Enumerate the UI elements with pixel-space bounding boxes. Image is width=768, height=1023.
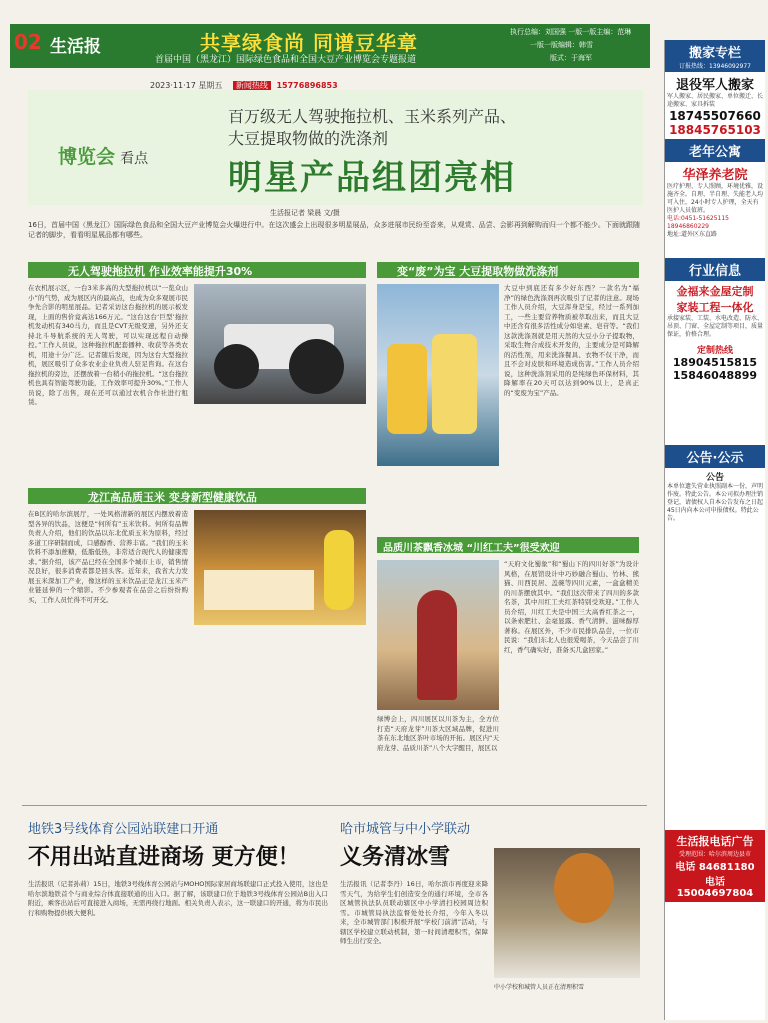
- article-detergent-under-photo: [377, 470, 499, 526]
- article-tea: “天府文化蜀象”和“蜀山下的四川好茶”为设计风格，在展馆设计中巧妙融合蜀山、竹林、熊猫、川西民居、盖碗等四川元素，一盒盒精美的川茶摆放其中。“我们这次带来了四川的多款名茶，其中川红工夫红茶特别受欢迎。”工作人员介绍，川红工夫是中国三大高香红茶之一，以条索肥壮、金毫显露、香气清鲜、滋味醇厚著称。在展区外，不少市民排队品尝，一位市民说：“我们东北人也很爱喝茶，今天品尝了川红，香气确实好，准备买几盒回家。”: [504, 560, 639, 654]
- ad-phone-box-phone-2: 电话 15004697804: [676, 877, 754, 899]
- page-number: 02: [14, 30, 42, 54]
- snow-tree: [554, 853, 614, 923]
- banner-industry: [665, 258, 765, 281]
- editor-line-1: 执行总编：刘国强 一版一版主编：范琳: [510, 28, 632, 36]
- header-line-1: 百万级无人驾驶拖拉机、玉米系列产品、: [228, 107, 517, 126]
- section-logo: 生活报: [50, 37, 101, 57]
- banner-elderly-title: 老年公寓: [688, 145, 741, 160]
- article-tea-photo-text: 绿博会上，四川展区以川茶为主，全方位打造“天府龙芽”川茶大区域品牌，促进川茶在东北地区茶叶市场的开拓。展区内“天府龙芽、品质川茶”八个大字醒目，展区以: [377, 715, 499, 752]
- ad-moving-phone-2: 18845765103: [669, 123, 761, 137]
- snow-caption: 中小学校和城管人员正在清理积雪: [494, 984, 585, 991]
- feature-lead: 16日，首届中国（黑龙江）国际绿色食品和全国大豆产业博览会火爆进行中。在这次盛会上出现很多明星展品，众多进展市民纷至沓来，从观赏、品尝、会影再到解购而归一个都不能少。下面就跟随记者的脚步，看看明星展品都有哪些。: [28, 221, 640, 239]
- corn-booth-sign: [204, 570, 314, 610]
- ad-moving-phone-1: 18745507660: [669, 109, 761, 123]
- feature-headline: 明星产品组团亮相: [228, 158, 516, 198]
- ad-moving-title: 退役军人搬家: [675, 78, 754, 93]
- ad-decor-title-2: 家装工程一体化: [676, 301, 754, 314]
- banner-moving-title: 搬家专栏: [688, 46, 741, 61]
- ad-phone-box-title: 生活报电话广告: [676, 835, 754, 848]
- tractor-wheel-left: [214, 344, 259, 389]
- banner-notices-title: 公告·公示: [686, 451, 744, 466]
- ad-phone-box-phone-1: 电话 84681180: [675, 862, 755, 873]
- banner-moving: [665, 40, 765, 72]
- section-title-tractor-text: 无人驾驶拖拉机 作业效率能提升30%: [68, 265, 253, 278]
- photo-detergent: [377, 284, 499, 466]
- feature-header: [28, 90, 643, 205]
- bottle-2: [432, 334, 477, 434]
- article-corn-cont: [194, 630, 366, 795]
- snow-headline: 义务清冰雪: [340, 845, 451, 870]
- ad-decor-phone-1: 18904515815: [672, 356, 758, 369]
- ad-moving: [665, 72, 765, 139]
- tea-presenter: [417, 590, 457, 700]
- corn-mascot: [324, 530, 354, 610]
- section-title-detergent-text: 变“废”为宝 大豆提取物做洗涤剂: [397, 265, 559, 278]
- banner-elderly: [665, 139, 765, 162]
- photo-tractor: [194, 284, 366, 404]
- metro-headline: 不用出站直进商场 更方便！: [28, 845, 300, 870]
- issue-date: 2023·11·17 星期五: [150, 81, 223, 90]
- ad-decor-phone-2: 15846048899: [672, 369, 758, 382]
- section-title-corn: [28, 488, 366, 504]
- article-tractor: 在农机展示区，一台3米多高的大型拖拉机以“一览众山小”的气势，成为展区内的最高点，也成为众多观展市民争先合影的明星展品。记者采访这台拖拉机的展示板发现，上面的售价竟高达166万元。“这台这台‘巨型’拖拉机发动机有340马力，而且是CVT无级变速，另外还支持北斗导航系统的无人驾驶，可以实现远程自动操控。”工作人员说，这种拖拉机配套播种、收获等各类农机，用途十分广泛。记者随后发现，因为这台大型拖拉机，展区吸引了众多农业企业负责人驻足咨询。在这台拖拉机的旁边，还摆放着一台稍小的拖拉机。“这台拖拉机也具有智能驾驶功能，工作效率可提升30%。”工作人员说，除了出售，现在还可以通过农机合作社进行租赁。: [28, 284, 188, 406]
- notice-text: 本单位遗失营业执照副本一份，声明作废。特此公告。本公司拟办理注销登记，请债权人自本公告发布之日起45日内向本公司申报债权。特此公告。: [667, 483, 764, 522]
- ad-elderly-title: 华泽养老院: [682, 168, 748, 183]
- bottle-1: [387, 344, 427, 434]
- tractor-wheel-right: [289, 339, 344, 394]
- notice-title: 公告: [705, 473, 724, 483]
- ad-phone-box-desc: 受理范围：哈尔滨周边县市: [678, 851, 751, 858]
- banner-industry-title: 行业信息: [688, 264, 741, 279]
- photo-snow: [494, 848, 640, 978]
- ad-phone-box: [665, 830, 765, 902]
- section-title-tea: [377, 537, 639, 553]
- editor-line-3: 版式：于海军: [550, 54, 592, 62]
- hotline-label: 新闻热线: [233, 81, 271, 90]
- ad-elderly: [665, 162, 765, 258]
- notices: [665, 468, 765, 830]
- masthead: [10, 24, 650, 68]
- ad-decor-phone-label: 定制热线: [696, 346, 733, 356]
- ad-decor-desc: 承接家装、工装、水电改造、防水、吊顶、门窗、全屋定制等项目，质量保证，价格合理。: [667, 315, 764, 338]
- photo-tea: [377, 560, 499, 710]
- banner-notices: [665, 445, 765, 468]
- photo-corn: [194, 510, 366, 625]
- divider-bottom: [22, 805, 647, 806]
- section-title-detergent: [377, 262, 639, 278]
- ad-moving-desc: 军人搬家、居民搬家、单位搬迁、长途搬家、家具拆装: [667, 93, 764, 108]
- ad-elderly-addr: 地址:道外区东直路: [667, 231, 718, 238]
- kicker-expo-2: 看点: [120, 151, 149, 167]
- snow-kicker: 哈市城管与中小学联动: [340, 822, 471, 837]
- ad-elderly-phone: 电话:0451-51625115 18946860229: [667, 215, 729, 230]
- editor-line-2: 一版一版编辑：韩雪: [530, 41, 593, 49]
- metro-article: 生活报讯（记者孙莉）15日，地铁3号线体育公园站与MOHO国际家居商场联建口正式投入使用，这也是哈尔滨地铁首个与商业综合体直接联通的出入口。据了解，该联建口位于地铁3号线体育公园站B出入口附近，乘客出站后可直接进入商场，无需再绕行地面。相关负责人表示，这一联建口的开通，将为市民出行和购物提供极大便利。: [28, 880, 328, 917]
- ad-decor-title-1: 金福来金屋定制: [676, 285, 754, 298]
- feature-byline: 生活报记者 梁晨 文/摄: [270, 209, 340, 217]
- hotline-number: 15776896853: [276, 81, 338, 90]
- subtitle: 首届中国（黑龙江）国际绿色食品和全国大豆产业博览会专题报道: [155, 55, 417, 65]
- ad-column: [664, 40, 765, 1020]
- ad-elderly-desc: 医疗护理、专人照顾，环境优雅，设施齐全。自理、半自理、失能老人均可入住，24小时专人护理，全天有医护人员值班。: [667, 183, 764, 214]
- kicker-expo: [58, 142, 148, 169]
- ad-decor: [665, 281, 765, 445]
- header-line-2: 大豆提取物做的洗涤剂: [228, 129, 389, 148]
- kicker-expo-1: 博览会: [58, 146, 116, 168]
- section-title-tractor: [28, 262, 366, 278]
- metro-kicker: 地铁3号线体育公园站联建口开通: [28, 822, 219, 837]
- banner-moving-phone: 订报热线：13946092977: [679, 63, 751, 70]
- slogan: 共享绿食尚 同谱豆华章: [200, 31, 418, 55]
- article-tractor-cont: [194, 410, 366, 484]
- section-title-corn-text: 龙江高品质玉米 变身新型健康饮品: [88, 491, 257, 504]
- snow-article: 生活报讯（记者李丹）16日，哈尔滨市再度迎来降雪天气，为给学生们创造安全的通行环境，全市各区城管执法队员联动辖区中小学清扫校园周边积雪。市城管局执法监督处处长介绍，今年入冬以来，全市城管部门积极开展“学校门前清”活动，与辖区学校建立联动机制，第一时间清理积雪，保障师生出行安全。: [340, 880, 488, 945]
- section-title-tea-text: 品质川茶飘香冰城 “川红工夫”很受欢迎: [383, 543, 560, 554]
- article-corn: 在B区的哈尔滨展厅，一处风格清新的展区内摆放着造型各异的饮品，这便是“何所有”玉米饮料。何所有品牌负责人介绍，他们的饮品以东北优质玉米为原料，经过多道工序研制而成，口感醇香、营养丰富。“我们的玉米饮料不添加蔗糖，低脂低热，非常适合现代人的健康需求。”据介绍，该产品已经在全国多个城市上市，销售情况良好，很多消费者都是回头客。近年来，我省大力发展玉米深加工产业，像这样的玉米饮品正是龙江玉米产业链延伸的一个缩影。不少参观者在品尝之后纷纷购买，工作人员忙得不可开交。: [28, 510, 188, 604]
- article-detergent: 大豆中到底还有多少好东西？一款名为“福净”的绿色洗涤剂再次吸引了记者的注意。现场工作人员介绍，大豆浑身是宝，经过一系列加工，一些主要营养物质被萃取出来，而且大豆中还含有很多活性成分如皂素、皂苷等。“我们这款洗涤剂就是用天然的大豆小分子提取物，采取生物合成技术开发的，主要成分是可降解的活性剂，用来洗涤餐具、衣物不仅干净，而且不会对皮肤和环境造成伤害。”工作人员介绍说，这种洗涤剂采用的是纯绿色环保材料，其降解率在20天可以达到90%以上，是真正的“变废为宝”产品。: [504, 284, 639, 397]
